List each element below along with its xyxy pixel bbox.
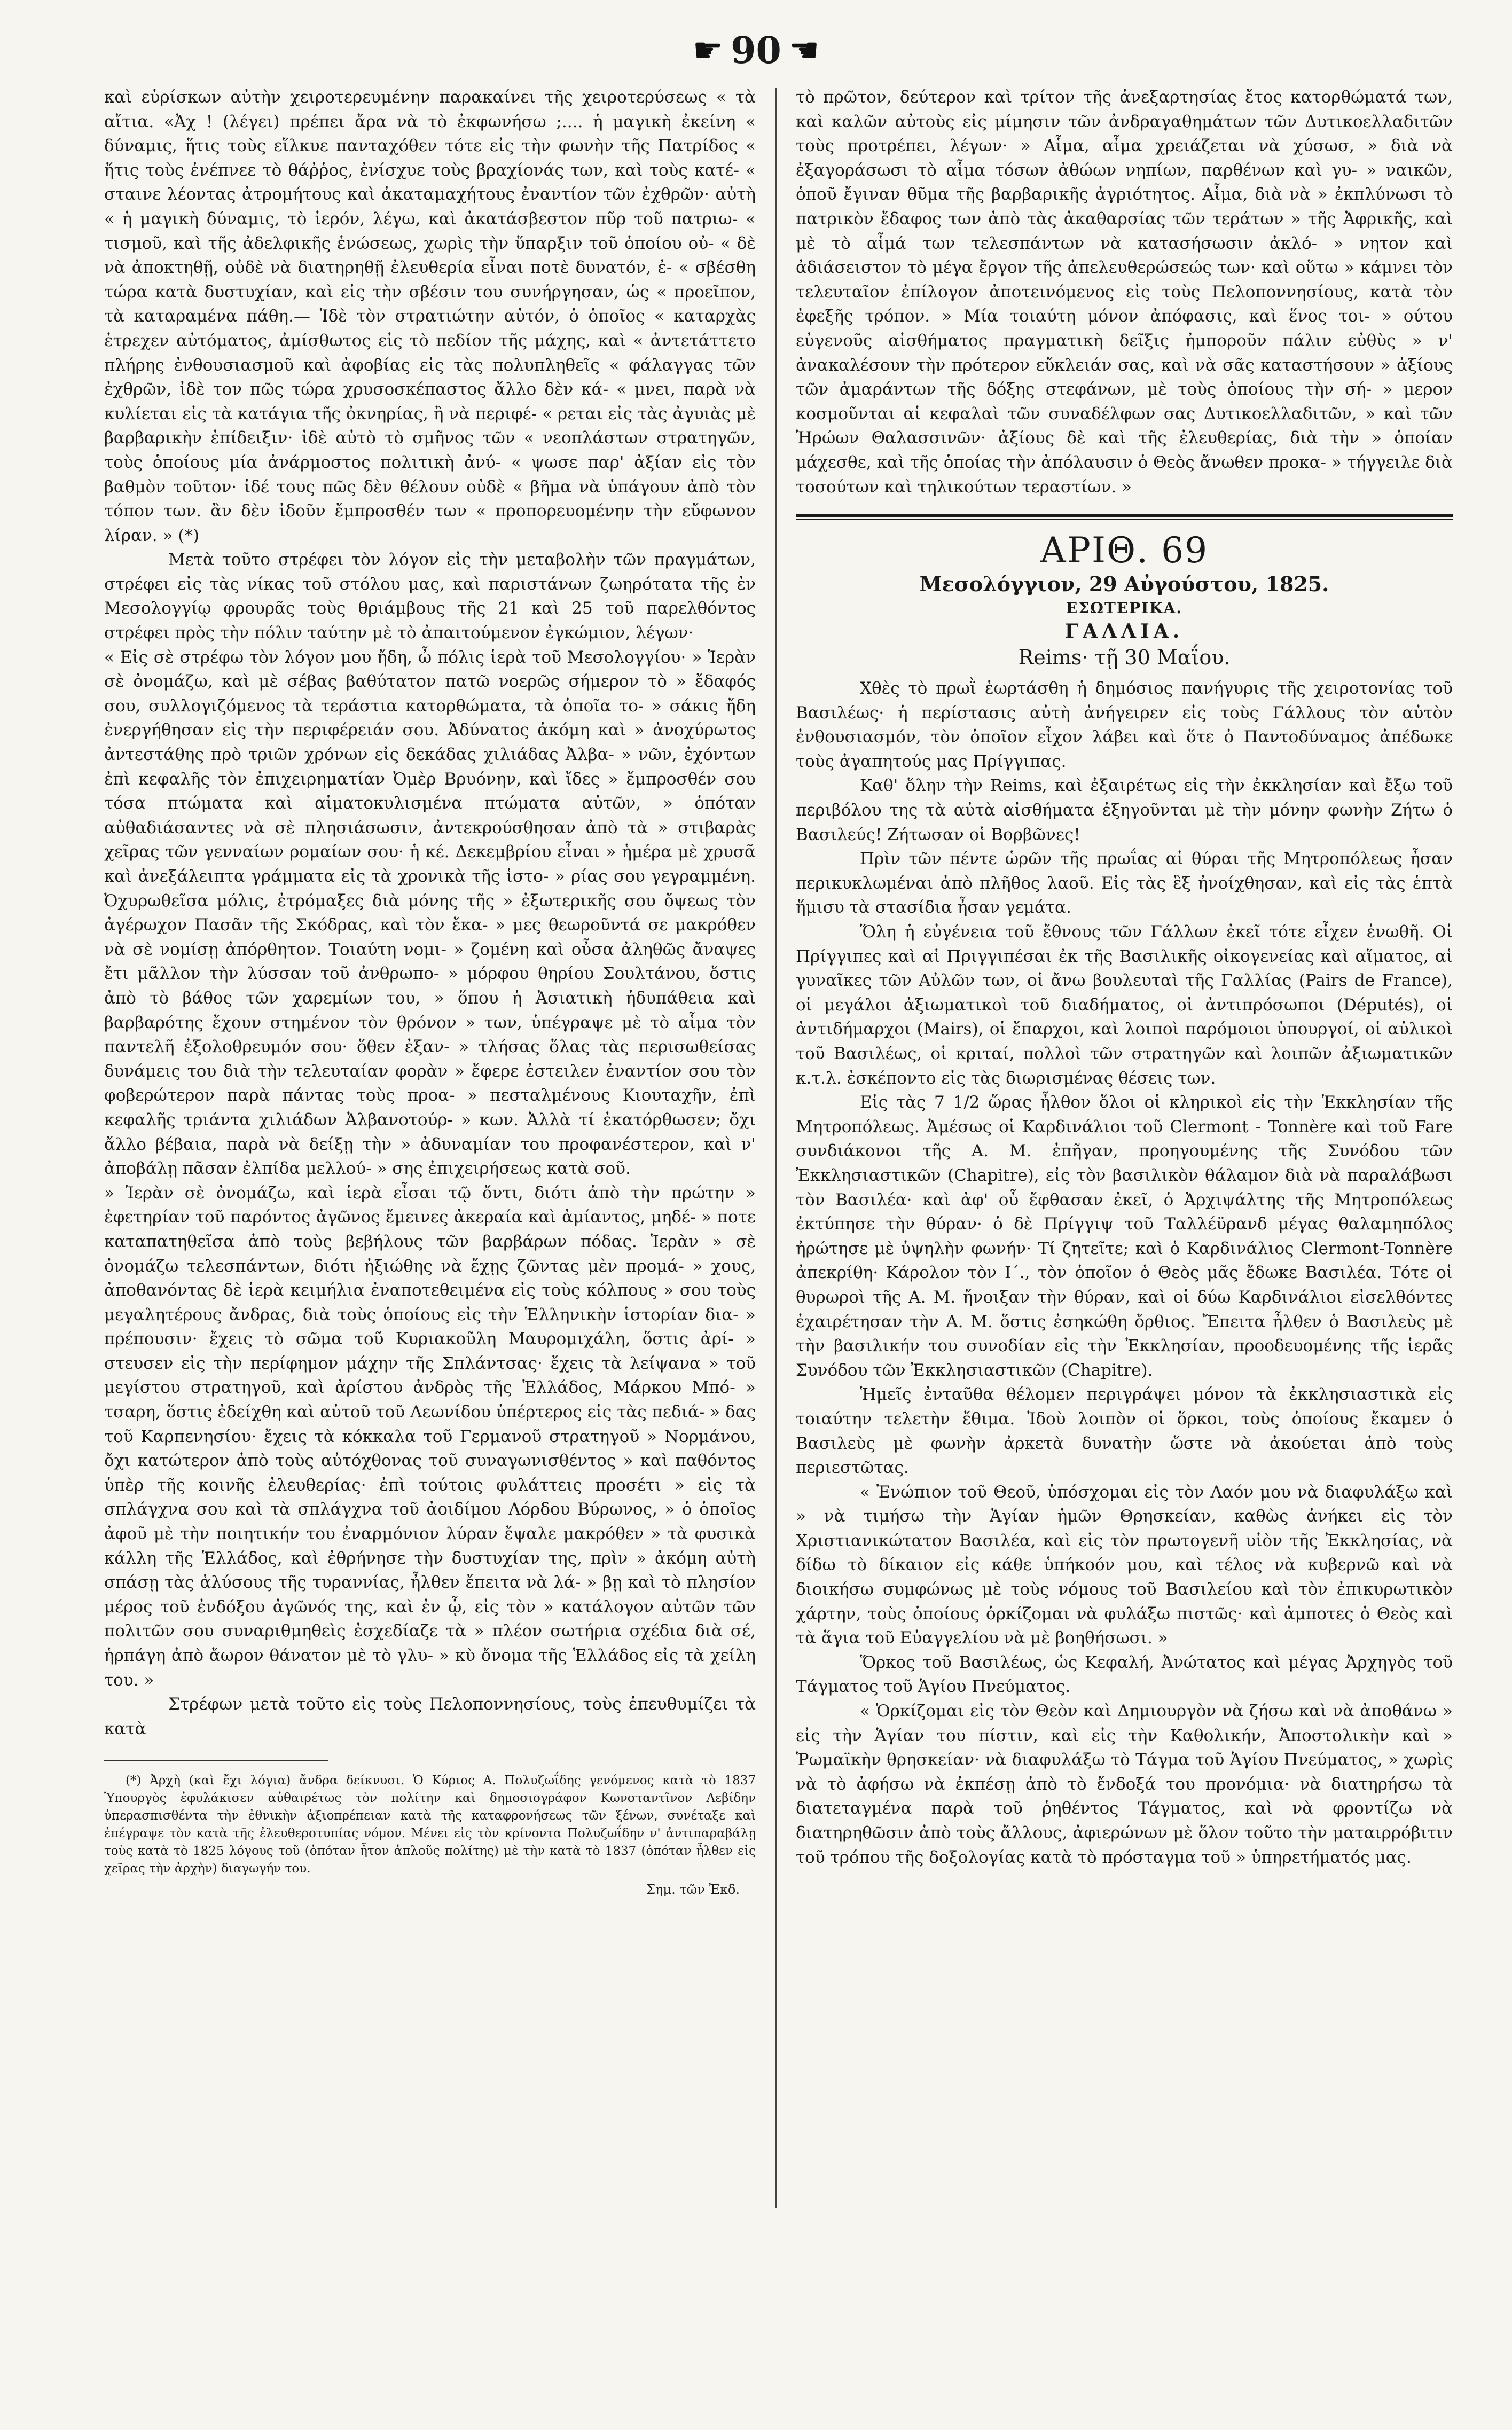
right-paragraph-3: Πρὶν τῶν πέντε ὡρῶν τῆς πρωΐας αἱ θύραι τῆς Μητροπόλεως ἦσαν περικυκλωμέναι ἀπὸ πλῆθος λαοῦ. Εἰς τὰς ἓξ ἠνοίχθησαν, καὶ εἰς τὰς ἑπτὰ ἥμισυ τὰ στασίδια ἦσαν γεμάτα. bbox=[796, 849, 1453, 918]
section-heading: ΕΣΩΤΕΡΙΚΑ. bbox=[1066, 599, 1183, 617]
dateline: Reims· τῇ 30 Μαΐου. bbox=[1018, 646, 1231, 670]
issue-title: ΑΡΙΘ. 69 bbox=[1040, 530, 1209, 571]
right-top-paragraph: τὸ πρῶτον, δεύτερον καὶ τρίτον τῆς ἀνεξαρτησίας ἔτος κατορθώματά των, καὶ καλῶν αὐτοὺς εἰς μίμησιν τῶν ἀνδραγαθημάτων τῶν Δυτικοελλαδιτῶν τοὺς προτρέπει, λέγων· » Αἷμα, αἷμα χρειάζεται νὰ χύσωσ, » διὰ νὰ ἐξαγοράσωσι τὸ αἷμα τόσων ἀθώων νηπίων, παρθένων καὶ γυ- » ναικῶν, ὁποῦ ἔγιναν θῦμα τῆς βαρβαρικῆς ἀγριότητος. Αἷμα, διὰ νὰ » ἐκπλύνωσι τὸ πατρικὸν ἔδαφος των ἀπὸ τὰς ἀκαθαρσίας τῶν τεράτων » τῆς Ἀφρικῆς, καὶ μὲ τὸ αἷμά των τελεσπάντων νὰ κατασήσωσιν ἀκλό- » νητον καὶ ἀδιάσειστον τὸ μέγα ἔργον τῆς ἀπελευθερώσεώς των· καὶ οὕτω » κάμνει τὸν τελευταῖον ἐπίλογον ἀποτεινόμενος εἰς τοὺς Πελοποννησίους, κατὰ τὸν ἐφεξῆς τρόπον. » Μία τοιαύτη μόνον ἀπόφασις, καὶ ἕνος τοι- » ούτου εὐγενοῦς αἰσθήματος πραγματικὴ δεῖξις ἠμποροῦν πάλιν εὐθὺς » ν' ἀνακαλέσουν τὴν πρότερον εὔκλειάν σας, καὶ νὰ σᾶς καταστήσουν » ἀξίους τῶν ἀμαράντων τῆς δόξης στεφάνων, μὲ τοὺς ὁποίους τὴν σή- » μερον κοσμοῦνται αἱ κεφαλαὶ τῶν συναδέλφων σας Δυτικοελλαδιτῶν, » καὶ τῶν Ἡρώων Θαλασσινῶν· ἀξίους δὲ καὶ τῆς ἐλευθερίας, διὰ τὴν » ὁποίαν μάχεσθε, καὶ τῆς ὁποίας τὴν ἀπόλαυσιν ὁ Θεὸς ἄνωθεν προκα- » τήγγειλε διὰ τοσούτων καὶ τηλικούτων τεραστίων. » bbox=[796, 88, 1453, 497]
pointing-hand-right-icon: ☚ bbox=[788, 31, 820, 70]
left-paragraph-3: « Εἰς σὲ στρέφω τὸν λόγον μου ἤδη, ὦ πόλις ἱερὰ τοῦ Μεσολογγίου· » Ἱερὰν σὲ ὀνομάζω, καὶ μὲ σέβας βαθύτατον πατῶ νοερῶς σήμερον τὸ » ἔδαφός σου, συλλογιζόμενος τὰ τεράστια κατορθώματα, τὰ ὁποῖα το- » σάκις ἤδη ἐνεργήθησαν εἰς τὴν περιφέρειάν σου. Ἀδύνατος ἀκόμη καὶ » ἀνοχύρωτος ἀντεστάθης πρὸ τριῶν χρόνων εἰς δεκάδας χιλιάδας Ἀλβα- » νῶν, ἐχόντων ἐπὶ κεφαλῆς τὸν ἐπιχειρηματίαν Ὀμὲρ Βρυόνην, καὶ ἴδες » ἔμπροσθέν σου τόσα πτώματα καὶ αἱματοκυλισμένα πτώματα αὐτῶν, » ὁπόταν αὐθαδιάσαντες νὰ σὲ πλησιάσωσιν, ἀντεκρούσθησαν ἀπὸ τὰ » στιβαρὰς χεῖρας τῶν γενναίων ρομαίων σου· ἡ κέ. Δεκεμβρίου εἶναι » ἡμέρα μὲ χρυσᾶ καὶ ἀνεξάλειπτα γράμματα εἰς τὰ χρονικὰ τῆς ἱστο- » ρίας σου γεγραμμένη. Ὀχυρωθεῖσα μόλις, ἐτρόμαξες διὰ μόνης τῆς » ἐξωτερικῆς σου ὄψεως τὸν ἀγέρωχον Πασᾶν τῆς Σκόδρας, καὶ τὸν ἔκα- » μες θεωροῦντά σε μακρόθεν νὰ σὲ νομίσῃ ἀπόρθητον. Τοιαύτη νομι- » ζομένη καὶ οὖσα ἀληθῶς ἄναψες ἔτι μᾶλλον τὴν λύσσαν τοῦ ἀνθρωπο- » μόρφου θηρίου Σουλτάνου, ὅστις ἀπὸ τὸ βάθος τῶν χαρεμίων του, » ὅπου ἡ Ἀσιατικὴ ἡδυπάθεια καὶ βαρβαρότης ἔχουν στημένον τὸν θρόνον » των, ὑπέγραψε μὲ τὸ αἷμα τὸν παντελῆ ἐξολοθρευμόν σου· ὅθεν ἐξαν- » τλήσας ὅλας τὰς περισωθείσας δυνάμεις του διὰ τὴν τελευταίαν φορὰν » ἔφερε ἐστειλεν ἐναντίον σου τὸν φοβερώτερον παρὰ πάντας τοὺς προα- » πεσταλμένους Κιουταχῆν, ἐπὶ κεφαλῆς τριάντα χιλιάδων Ἀλβανοτούρ- » κων. Ἀλλὰ τί ἐκατόρθωσεν; ὄχι ἄλλο βέβαια, παρὰ νὰ δείξῃ τὴν » ἀδυναμίαν του προφανέστερον, καὶ ν' ἀποβάλῃ πᾶσαν ἐλπίδα μελλού- » σης ἐπιχειρήσεως κατὰ σοῦ. bbox=[104, 647, 756, 1179]
issue-rule-thick bbox=[796, 514, 1453, 517]
footnote-rule bbox=[104, 1760, 328, 1761]
pointing-hand-left-icon: ☛ bbox=[692, 31, 724, 70]
right-paragraph-2: Καθ' ὅλην τὴν Reims, καὶ ἐξαιρέτως εἰς τὴν ἐκκλησίαν καὶ ἔξω τοῦ περιβόλου της τὰ αὐτὰ αἰσθήματα ἐξηγοῦνται μὲ τὴν μόνην φωνὴν Ζήτω ὁ Βασιλεύς! Ζήτωσαν οἱ Βορβῶνες! bbox=[796, 776, 1453, 844]
column-divider bbox=[775, 88, 777, 2208]
right-paragraph-7: « Ἐνώπιον τοῦ Θεοῦ, ὑπόσχομαι εἰς τὸν Λαόν μου νὰ διαφυλάξω καὶ » νὰ τιμήσω τὴν Ἁγίαν ἡμῶν Θρησκείαν, καθὼς ἀνήκει εἰς τὸν Χριστιανικώτατον Βασιλέα, καὶ εἰς τὸν πρωτογενῆ υἱὸν τῆς Ἐκκλησίας, νὰ δίδω τὸ δίκαιον εἰς κάθε ὑπήκοόν μου, καὶ τέλος νὰ κυβερνῶ καὶ νὰ διοικήσω συμφώνως μὲ τοὺς νόμους τοῦ Βασιλείου καὶ τὸν ἐπικυρωτικὸν χάρτην, τοὺς ὁποίους ὁρκίζομαι νὰ φυλάξω πιστῶς· καὶ ἀμποτες ὁ Θεὸς καὶ τὰ ἅγια τοῦ Εὐαγγελίου νὰ μὲ βοηθήσωσι. » bbox=[796, 1482, 1453, 1648]
right-paragraph-1: Χθὲς τὸ πρωῒ ἑωρτάσθη ἡ δημόσιος πανήγυρις τῆς χειροτονίας τοῦ Βασιλέως· ἡ περίστασις αὐτὴ ἀνήγειρεν εἰς τοὺς Γάλλους τὸν αὐτὸν ἐνθουσιασμόν, τὸν ὁποῖον εἶχον λάβει καὶ ὅτε ὁ Παντοδύναμος ἀπέδωκε τοὺς ἀγαπητούς μας Πρίγγιπας. bbox=[796, 679, 1453, 771]
footnote: (*) Ἀρχὴ (καὶ ἔχι λόγια) ἄνδρα δείκνυσι. Ὁ Κύριος Α. Πολυζωΐδης γενόμενος κατὰ τὸ 1837 Ὑπουργὸς ἐφυλάκισεν αὐθαιρέτως τὸν πολίτην καὶ δημοσιογράφον Κωνσταντῖνον Λεβίδην ὑπερασπισθέντα τὴν ἐθνικὴν ἀξιοπρέπειαν κατὰ τῆς καταφρονήσεως τῶν ξένων, συνέταξε καὶ ἐπέγραψε τὸν κατὰ τῆς ἐλευθεροτυπίας νόμον. Μένει εἰς τὸν κρίνοντα Πολυζωΐδην ν' ἀντιπαραβάλῃ τοὺς κατὰ τὸ 1825 λόγους τοῦ (ὁπόταν ἦτον ἁπλοῦς πολίτης) μὲ τὴν κατὰ τὸ 1837 (ὁπόταν ἦλθεν εἰς χεῖρας τὴν ἀρχὴν) διαγωγήν του. bbox=[104, 1774, 756, 1876]
issue-rule-thin bbox=[796, 519, 1453, 520]
country-heading: ΓΑΛΛΙΑ. bbox=[1064, 620, 1184, 643]
left-paragraph-5: Στρέφων μετὰ τοῦτο εἰς τοὺς Πελοποννησίους, τοὺς ἐπευθυμίζει τὰ κατὰ bbox=[104, 1695, 756, 1738]
page-number: 90 bbox=[731, 29, 781, 72]
right-paragraph-5: Εἰς τὰς 7 1/2 ὥρας ἦλθον ὅλοι οἱ κληρικοὶ εἰς τὴν Ἐκκλησίαν τῆς Μητροπόλεως. Ἀμέσως οἱ Καρδινάλιοι τοῦ Clermont - Tonnère καὶ τοῦ Fare συνδιάκονοι τῆς Α. Μ. ἐπῆγαν, προηγουμένης τῆς Συνόδου τῶν Ἐκκλησιαστικῶν (Chapitre), εἰς τὸν βασιλικὸν θάλαμον διὰ νὰ παραλάβωσι τὸν Βασιλέα· καὶ ἀφ' οὗ ἔφθασαν ἐκεῖ, ὁ Ἀρχιψάλτης τῆς Μητροπόλεως ἐκτύπησε τὴν θύραν· ὁ δὲ Πρίγγιψ τοῦ Ταλλέϋρανδ μέγας θαλαμηπόλος ἠρώτησε μὲ ὑψηλὴν φωνήν· Τί ζητεῖτε; καὶ ὁ Καρδινάλιος Clermont-Tonnère ἀπεκρίθη· Κάρολον τὸν Ι΄., τὸν ὁποῖον ὁ Θεὸς μᾶς ἔδωκε Βασιλέα. Τότε οἱ θυρωροὶ τῆς Α. Μ. ἤνοιξαν τὴν θύραν, καὶ οἱ δύω Καρδινάλιοι εἰσελθόντες ἐχαιρέτησαν τὴν Α. Μ. ὅστις ἐσηκώθη ὄρθιος. Ἔπειτα ἦλθεν ὁ Βασιλεὺς μὲ τὴν βασιλικήν του συνοδίαν εἰς τὴν Ἐκκλησίαν, προοδευομένης τῆς ἱερᾶς Συνόδου τῶν Ἐκκλησιαστικῶν (Chapitre). bbox=[796, 1093, 1453, 1380]
issue-date: Μεσολόγγιον, 29 Αὐγούστου, 1825. bbox=[919, 572, 1329, 597]
left-column bbox=[104, 85, 756, 1897]
right-column bbox=[796, 85, 1453, 1870]
right-paragraph-4: Ὅλη ἡ εὐγένεια τοῦ ἔθνους τῶν Γάλλων ἐκεῖ τότε εἶχεν ἑνωθῆ. Οἱ Πρίγγιπες καὶ αἱ Πριγγιπέσαι ἐκ τῆς Βασιλικῆς οἰκογενείας καὶ αἵματος, αἱ γυναῖκες τῶν Αὐλῶν των, οἱ ἄνω βουλευταὶ τῆς Γαλλίας (Pairs de France), οἱ μεγάλοι ἀξιωματικοὶ τοῦ διαδήματος, οἱ ἀντιπρόσωποι (Députés), οἱ ἀντιδήμαρχοι (Mairs), οἱ ἔπαρχοι, καὶ λοιποὶ παρόμοιοι ὑπουργοί, οἱ αὐλικοὶ τοῦ Βασιλέως, οἱ κριταί, πολλοὶ τῶν στρατηγῶν καὶ λοιπῶν ἀξιωματικῶν κ.τ.λ. ἐσκέποντο εἰς τὰς διωρισμένας θέσεις των. bbox=[796, 922, 1453, 1088]
left-paragraph-1: καὶ εὑρίσκων αὐτὴν χειροτερευμένην παρακαίνει τῆς χειροτερύσεως « τὰ αἴτια. «Ἀχ ! (λέγει) πρέπει ἄρα νὰ τὸ ἐκφωνήσω ;.... ἡ μαγικὴ ἐκείνη « δύναμις, ἥτις τοὺς εἵλκυε πανταχόθεν τότε εἰς τὴν φωνὴν τῆς Πατρίδος « ἥτις τοὺς ἐνέπνεε τὸ θάῤῥος, ἐνίσχυε τοὺς βραχίονάς των, καὶ τοὺς κατέ- « σταινε λέοντας ἀτρομήτους καὶ ἀκαταμαχήτους ἐναντίον τῶν ἐχθρῶν· αὐτὴ « ἡ μαγικὴ δύναμις, τὸ ἱερόν, λέγω, καὶ ἀκατάσβεστον πῦρ τοῦ πατριω- « τισμοῦ, καὶ τῆς ἀδελφικῆς ἑνώσεως, χωρὶς τὴν ὕπαρξιν τοῦ ὁποίου οὐ- « δὲ νὰ ἀποκτηθῇ, οὐδὲ νὰ διατηρηθῇ ἐλευθερία εἶναι ποτὲ δυνατόν, ἐ- « σβέσθη τώρα κατὰ δυστυχίαν, καὶ εἰς τὴν σβέσιν του συνήργησαν, ὡς « προεῖπον, τὰ καταραμένα πάθη.— Ἰδὲ τὸν στρατιώτην αὐτόν, ὁ ὁποῖος « καταρχὰς ἐτρεχεν αὐτόματος, ἀμίσθωτος εἰς τὸ πεδίον τῆς μάχης, καὶ « ἀντετάττετο πλήρης ἐνθουσιασμοῦ καὶ ἀφοβίας εἰς τὰς πολυπληθεῖς « φάλαγγας τῶν ἐχθρῶν, ἰδὲ τον πῶς τώρα χρυσοσκέπαστος ἄλλο δὲν κά- « μνει, παρὰ νὰ κυλίεται εἰς τὰ κατάγια τῆς ὀκνηρίας, ἢ νὰ περιφέ- « ρεται εἰς τὰς ἀγυιὰς μὲ βαρβαρικὴν ἐπίδειξιν· ἰδὲ αὐτὸ τὸ σμῆνος τῶν « νεοπλάστων στρατηγῶν, τοὺς ὁποίους μία ἀνάρμοστος πολιτικὴ ἀνύ- « ψωσε παρ' ἀξίαν εἰς τὸν βαθμὸν τοῦτον· ἰδέ τους πῶς δὲν θέλουν οὐδὲ « βῆμα νὰ ὑπάγουν ἀπὸ τὸν τόπον των. ἂν δὲν ἰδοῦν ἔμπροσθέν των « προπορευομένην τὴν εὔφωνον λίραν. » (*) bbox=[104, 88, 756, 545]
footnote-signature: Σημ. τῶν Ἐκδ. bbox=[646, 1882, 740, 1898]
right-paragraph-8: Ὅρκος τοῦ Βασιλέως, ὡς Κεφαλή, Ἀνώτατος καὶ μέγας Ἀρχηγὸς τοῦ Τάγματος τοῦ Ἁγίου Πνεύματος. bbox=[796, 1652, 1453, 1697]
right-paragraph-6: Ἡμεῖς ἐνταῦθα θέλομεν περιγράψει μόνον τὰ ἐκκλησιαστικὰ εἰς τοιαύτην τελετὴν ἔθιμα. Ἰδοὺ λοιπὸν οἱ ὅρκοι, τοὺς ὁποίους ἔκαμεν ὁ Βασιλεὺς μὲ φωνὴν ἀρκετὰ δυνατὴν ὥστε νὰ ἀκούεται ἀπὸ τοὺς περιεστῶτας. bbox=[796, 1385, 1453, 1478]
left-paragraph-2: Μετὰ τοῦτο στρέφει τὸν λόγον εἰς τὴν μεταβολὴν τῶν πραγμάτων, στρέφει εἰς τὰς νίκας τοῦ στόλου μας, καὶ παριστάνων ζωηρότατα τῆς ἐν Μεσολογγίῳ φρουρᾶς τοὺς θριάμβους τῆς 21 καὶ 25 τοῦ παρελθόντος στρέφει πρὸς τὴν πόλιν ταύτην μὲ τὸ ἀπαιτούμενον ἐγκώμιον, λέγων· bbox=[104, 550, 756, 643]
right-paragraph-9: « Ὁρκίζομαι εἰς τὸν Θεὸν καὶ Δημιουργὸν νὰ ζήσω καὶ νὰ ἀποθάνω » εἰς τὴν Ἁγίαν του πίστιν, καὶ εἰς τὴν Καθολικήν, Ἀποστολικὴν καὶ » Ῥωμαϊκὴν θρησκείαν· νὰ διαφυλάξω τὸ Τάγμα τοῦ Ἁγίου Πνεύματος, » χωρὶς νὰ τὸ ἀφήσω νὰ ἐκπέσῃ ἀπὸ τὸ ἔνδοξά του προνόμια· νὰ διατηρήσω τὰ διατεταγμένα παρὰ τοῦ ῥηθέντος Τάγματος, καὶ νὰ φροντίζω νὰ διατηρηθῶσιν ἀπὸ τοὺς ἄλλους, ἀφιερώνων μὲ ὅλον τοῦτο τὴν ματαιρρόβιτιν τοῦ τρόπου τῆς δοξολογίας κατὰ τὸ πρόσταγμα τοῦ » ὑπηρετήματός μας. bbox=[796, 1702, 1453, 1867]
page-header bbox=[0, 21, 1512, 80]
left-paragraph-4: » Ἱερὰν σὲ ὀνομάζω, καὶ ἱερὰ εἶσαι τῷ ὄντι, διότι ἀπὸ τὴν πρώτην » ἐφετηρίαν τοῦ παρόντος ἀγῶνος ἔμεινες ἀκεραία καὶ ἀμίαντος, μηδέ- » ποτε καταπατηθεῖσα ἀπὸ τοὺς βεβήλους τῶν βαρβάρων πόδας. Ἱερὰν » σὲ ὀνομάζω τελεσπάντων, διότι ἠξιώθης νὰ ἔχῃς ζῶντας μὲν προμά- » χους, ἀποθανόντας δὲ ἱερὰ κειμήλια ἐναποτεθειμένα εἰς τοὺς κόλπους » σου τοὺς μεγαλητέρους ἄνδρας, διὰ τοὺς ὁποίους εἰς τὴν Ἑλληνικὴν ἱστορίαν δια- » πρέπουσιν· ἔχεις τὸ σῶμα τοῦ Κυριακοῦλη Μαυρομιχάλη, ὅστις ἀρί- » στευσεν εἰς τὴν περίφημον μάχην τῆς Σπλάντσας· ἔχεις τὰ λείψανα » τοῦ μεγίστου στρατηγοῦ, καὶ ἀρίστου ἀνδρὸς τῆς Ἑλλάδος, Μάρκου Μπό- » τσαρη, ὅστις ἐδείχθη καὶ αὐτοῦ τοῦ Λεωνίδου ὑπέρτερος εἰς τὰς πεδιά- » δας τοῦ Καρπενησίου· ἔχεις τὰ κόκκαλα τοῦ Γερμανοῦ στρατηγοῦ » Νορμάνου, ὄχι κατώτερον ἀπὸ τοὺς αὐτόχθονας τοῦ συναγωνισθέντος » καὶ παθόντος ὑπὲρ τῆς κοινῆς ἐλευθερίας· ἐπὶ τούτοις φυλάττεις προσέτι » εἰς τὰ σπλάγχνα σου καὶ τὰ σπλάγχνα τοῦ ἀοιδίμου Λόρδου Βύρωνος, » ὁ ὁποῖος ἀφοῦ μὲ τὴν ποιητικήν του ἐναρμόνιον λύραν ἔψαλε μακρόθεν » τὰ φυσικὰ κάλλη τῆς Ἑλλάδος, καὶ ἐθρήνησε τὴν δυστυχίαν της, πρὶν » ἀκόμη αὐτὴ σπάσῃ τὰς ἁλύσους τῆς τυραννίας, ἦλθεν ἔπειτα νὰ λά- » βῃ καὶ τὸ πλησίον μέρος τοῦ ἐνδόξου ἀγῶνός της, καὶ ἐν ᾧ, εἰς τὸν » κατάλογον αὐτῶν τῶν πολιτῶν σου συναριθμηθεὶς ἐσχεδίαζε τὰ » πλέον σωτήρια σχέδια διὰ σέ, ἡρπάγη ἀπὸ ἄωρον θάνατον μὲ τὸ γλυ- » κὺ ὄνομα τῆς Ἑλλάδος εἰς τὰ χείλη του. » bbox=[104, 1183, 756, 1690]
